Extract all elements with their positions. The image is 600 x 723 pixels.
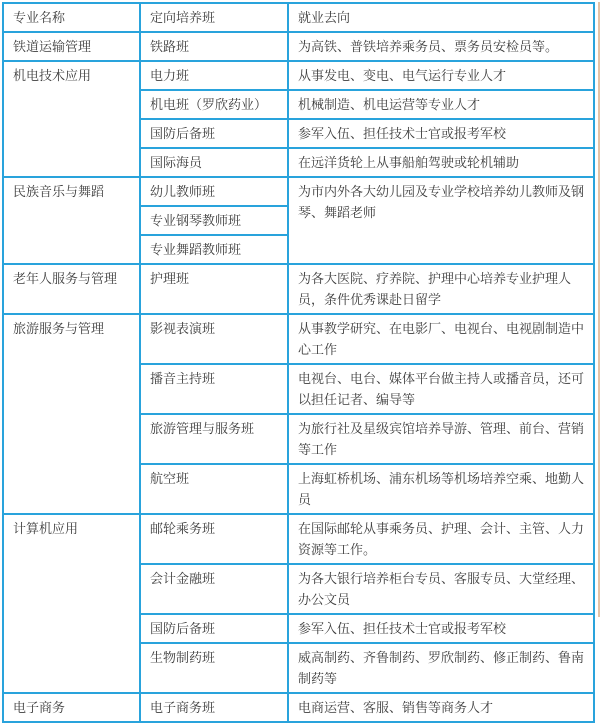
destination-cell: 为各大银行培养柜台专员、客服专员、大堂经理、办公文员 [288,564,594,614]
table-row [3,32,594,61]
major-cell: 电子商务 [3,693,140,722]
header-cell-class: 定向培养班 [140,3,288,32]
table-row [3,693,594,722]
major-cell: 铁道运输管理 [3,32,140,61]
destination-cell: 在国际邮轮从事乘务员、护理、会计、主管、人力资源等工作。 [288,514,594,564]
class-cell: 国防后备班 [140,614,288,643]
class-cell: 影视表演班 [140,314,288,364]
class-cell: 专业钢琴教师班 [140,206,288,235]
class-cell: 铁路班 [140,32,288,61]
destination-cell: 为各大医院、疗养院、护理中心培养专业护理人员，条件优秀课赴日留学 [288,264,594,314]
table-row [3,177,594,206]
class-cell: 护理班 [140,264,288,314]
class-cell: 国防后备班 [140,119,288,148]
destination-cell: 上海虹桥机场、浦东机场等机场培养空乘、地勤人员 [288,464,594,514]
major-cell: 机电技术应用 [3,61,140,177]
class-cell: 会计金融班 [140,564,288,614]
class-cell: 邮轮乘务班 [140,514,288,564]
class-cell: 电子商务班 [140,693,288,722]
destination-cell: 在远洋货轮上从事船舶驾驶或轮机辅助 [288,148,594,177]
destination-cell: 机械制造、机电运营等专业人才 [288,90,594,119]
class-cell: 国际海员 [140,148,288,177]
class-cell: 航空班 [140,464,288,514]
destination-cell: 威高制药、齐鲁制药、罗欣制药、修正制药、鲁南制药等 [288,643,594,693]
page [0,2,600,715]
class-cell: 播音主持班 [140,364,288,414]
header-cell-destination: 就业去向 [288,3,594,32]
destination-cell: 参军入伍、担任技术士官或报考军校 [288,119,594,148]
table-row [3,264,594,314]
destination-cell: 电商运营、客服、销售等商务人才 [288,693,594,722]
table-row [3,61,594,90]
major-cell: 民族音乐与舞蹈 [3,177,140,264]
table-row [3,314,594,364]
class-cell: 旅游管理与服务班 [140,414,288,464]
destination-cell: 为高铁、普铁培养乘务员、票务员安检员等。 [288,32,594,61]
majors-table [2,2,595,723]
header-cell-major: 专业名称 [3,3,140,32]
class-cell: 幼儿教师班 [140,177,288,206]
major-cell: 计算机应用 [3,514,140,693]
major-cell: 旅游服务与管理 [3,314,140,514]
table-row [3,514,594,564]
destination-cell: 电视台、电台、媒体平台做主持人或播音员，还可以担任记者、编导等 [288,364,594,414]
class-cell: 电力班 [140,61,288,90]
destination-cell: 为市内外各大幼儿园及专业学校培养幼儿教师及钢琴、舞蹈老师 [288,177,594,264]
destination-cell: 参军入伍、担任技术士官或报考军校 [288,614,594,643]
destination-cell: 为旅行社及星级宾馆培养导游、管理、前台、营销等工作 [288,414,594,464]
destination-cell: 从事教学研究、在电影厂、电视台、电视剧制造中心工作 [288,314,594,364]
header-row [3,3,594,32]
class-cell: 生物制药班 [140,643,288,693]
destination-cell: 从事发电、变电、电气运行专业人才 [288,61,594,90]
major-cell: 老年人服务与管理 [3,264,140,314]
class-cell: 专业舞蹈教师班 [140,235,288,264]
class-cell: 机电班（罗欣药业） [140,90,288,119]
